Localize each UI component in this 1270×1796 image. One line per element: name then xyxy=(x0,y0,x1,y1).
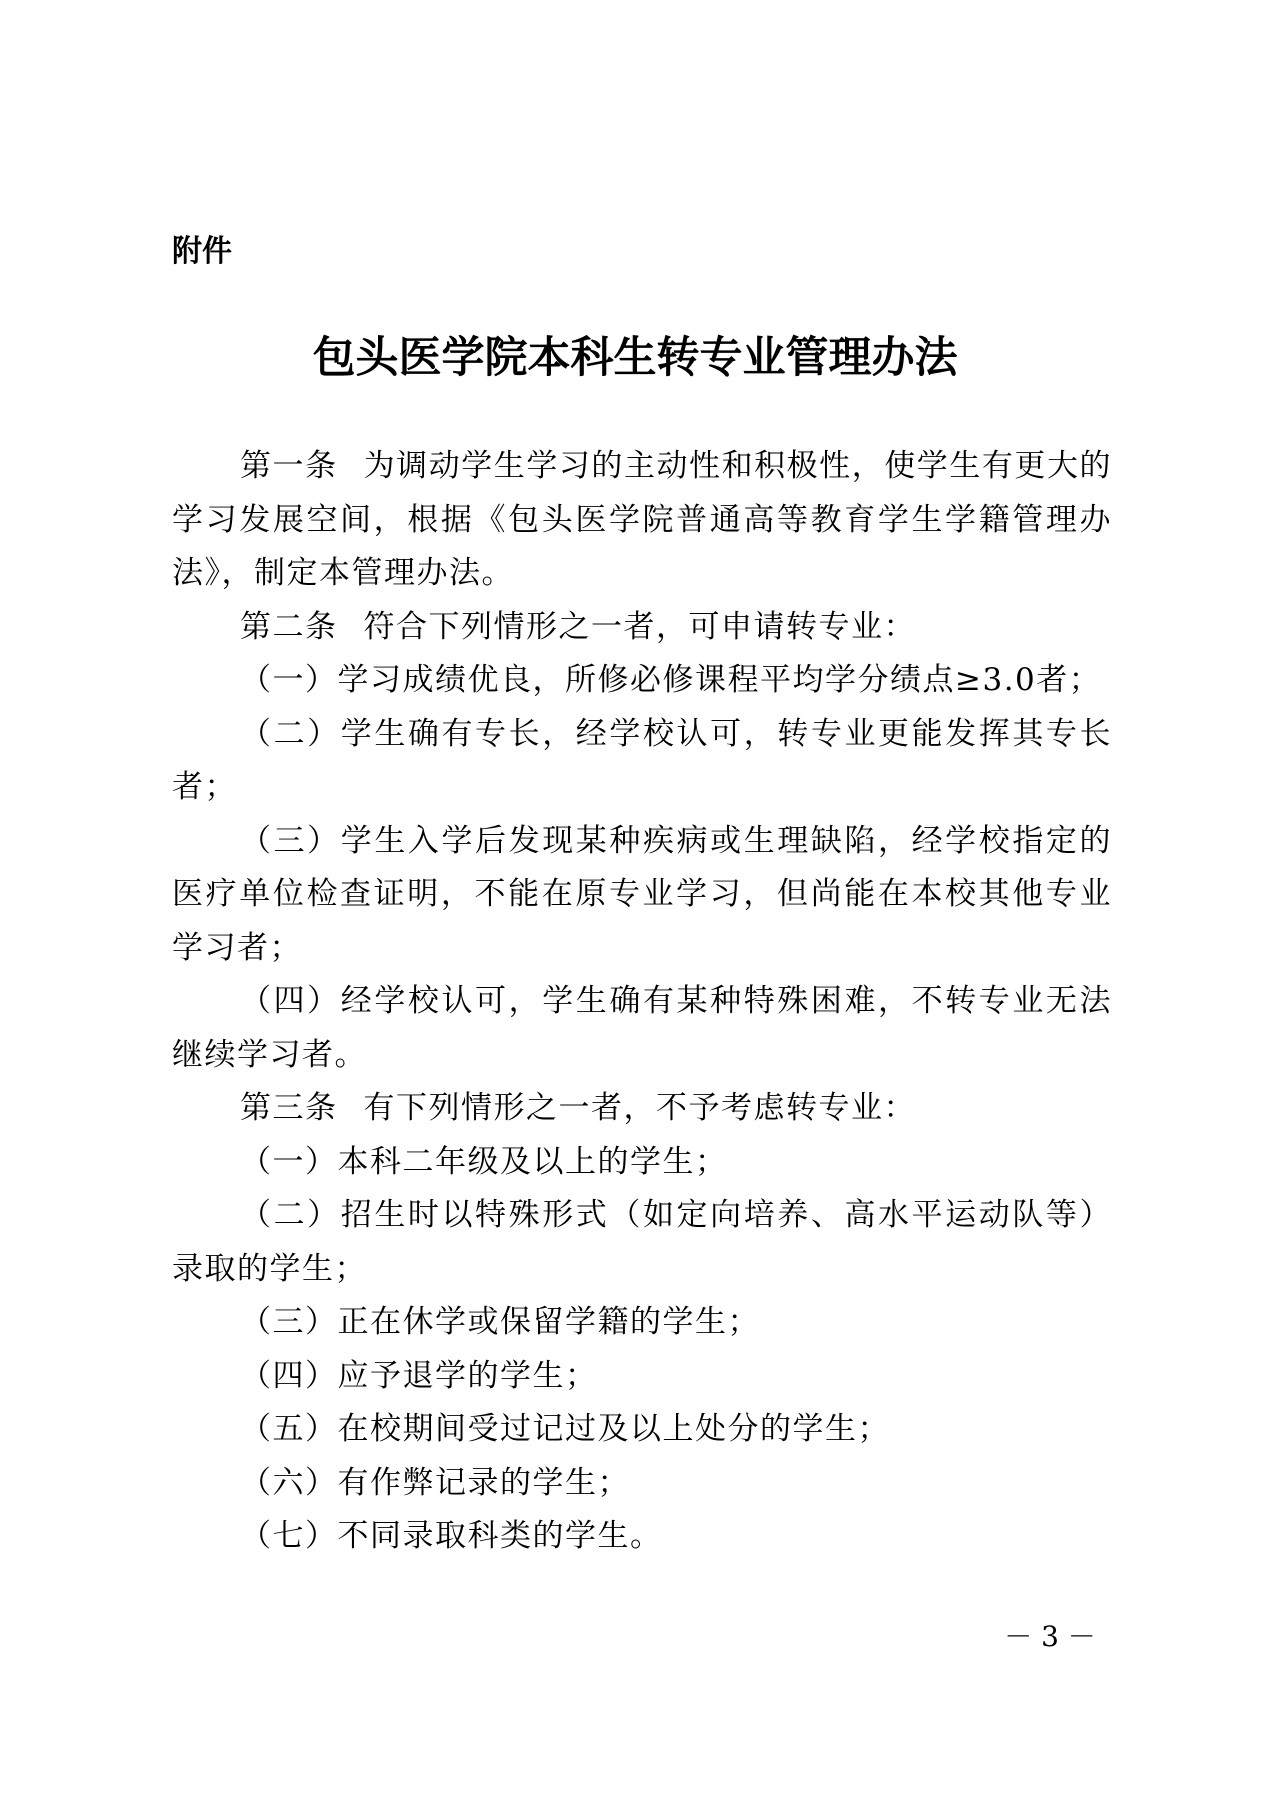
article-1 xyxy=(172,440,1112,601)
article-2 xyxy=(172,601,1112,655)
article-2-label: 第二条 xyxy=(240,608,338,645)
article-1-label: 第一条 xyxy=(240,448,338,484)
article-3-item: （四）应予退学的学生； xyxy=(240,1357,598,1394)
article-2-item: （三）学生入学后发现某种疾病或生理缺陷，经学校指定的医疗单位检查证明，不能在原专业学习，但尚能在本校其他专业学习者； xyxy=(172,822,1112,966)
article-3-item: （五）在校期间受过记过及以上处分的学生； xyxy=(240,1411,890,1447)
document-body xyxy=(172,440,1112,1564)
document-title: 包头医学院本科生转专业管理办法 xyxy=(312,333,958,383)
article-3-text: 有下列情形之一者，不予考虑转专业： xyxy=(363,1090,916,1126)
article-1-text: 为调动学生学习的主动性和积极性，使学生有更大的学习发展空间，根据《包头医学院普通高等教育学生学籍管理办法》，制定本管理办法。 xyxy=(172,448,1113,591)
article-2-item: （四）经学校认可，学生确有某种特殊困难，不转专业无法继续学习者。 xyxy=(172,983,1112,1073)
article-3-item: （一）本科二年级及以上的学生； xyxy=(240,1143,728,1180)
article-2-item: （二）学生确有专长，经学校认可，转专业更能发挥其专长者； xyxy=(172,715,1112,805)
attachment-label: 附件 xyxy=(172,234,232,269)
article-3-label: 第三条 xyxy=(240,1090,338,1126)
page-number: － 3 － xyxy=(1004,1620,1096,1653)
article-3 xyxy=(172,1082,1112,1136)
article-2-text: 符合下列情形之一者，可申请转专业： xyxy=(363,608,916,645)
article-3-item: （三）正在休学或保留学籍的学生； xyxy=(240,1304,760,1340)
article-3-item: （二）招生时以特殊形式（如定向培养、高水平运动队等）录取的学生； xyxy=(172,1197,1112,1287)
article-3-item: （六）有作弊记录的学生； xyxy=(240,1464,630,1501)
article-2-item: （一）学习成绩优良，所修必修课程平均学分绩点≥3.0者； xyxy=(240,662,1102,698)
article-3-item: （七）不同录取科类的学生。 xyxy=(240,1518,663,1554)
